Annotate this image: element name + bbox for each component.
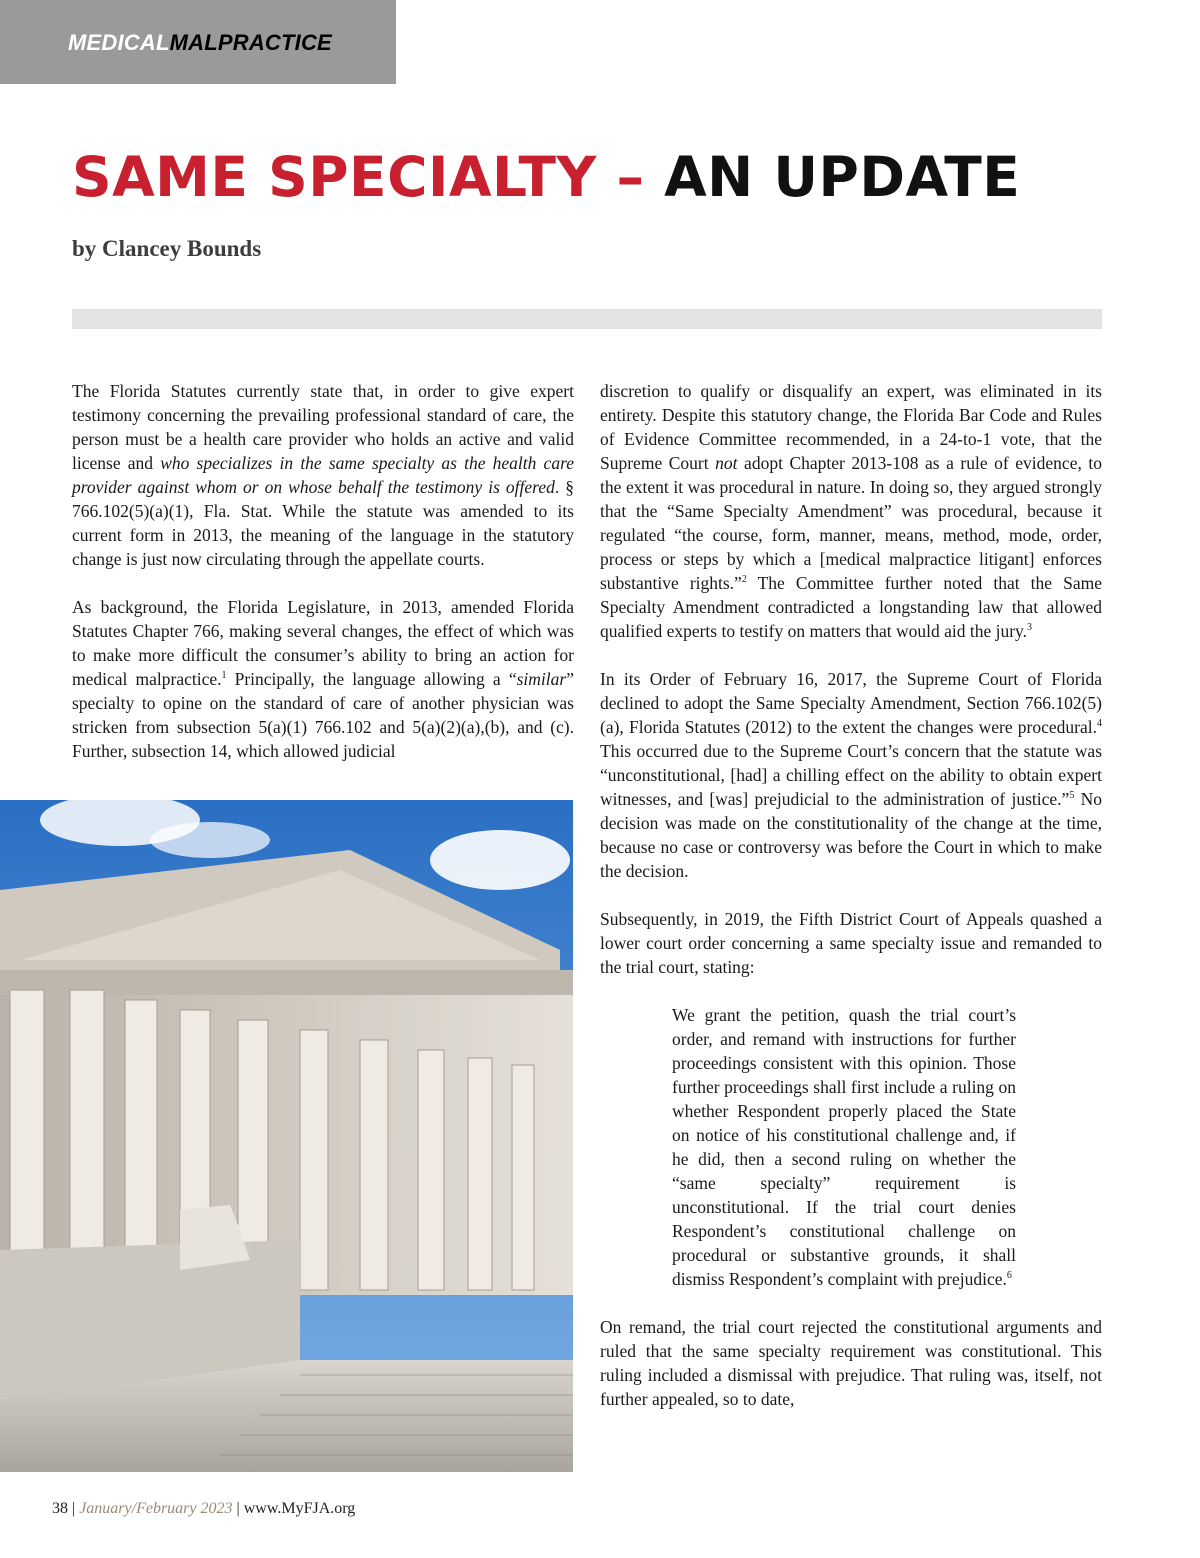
paragraph-background: As background, the Florida Legislature, in 2013, amended Florida Statutes Chapter 766, making several changes, the effect of which was to make more difficult the consumer’s ability to bring an action for medical malpractice.$^1$ Principally, the language allowing a “similar” specialty to opine on the standard of care of another physician was stricken from subsection 5(a)(1) 766.102 and 5(a)(2)(a),(b), and (c). Further, subsection 14, which allowed judicial <box>72 597 574 761</box>
website-link[interactable]: www.MyFJA.org <box>243 1500 356 1517</box>
title-divider <box>72 309 1102 329</box>
footnote-ref-3[interactable]: 3 <box>1027 622 1033 634</box>
paragraph-order-2017: In its Order of February 16, 2017, the Supreme Court of Florida declined to adopt the Same Specialty Amendment, Section 766.102(5)(a), Florida Statutes (2012) to the extent the changes were procedural.$^4$ This occurred due to the Supreme Court’s concern that the statute was “unconstitutional, [had] a chilling effect on the ability to obtain expert witnesses, and [was] prejudicial to the administration of justice.”$^5$ No decision was made on the constitutionality of the change at the time, because no case or controversy was before the Court in which to make the decision. <box>600 669 1103 881</box>
section-label-medical: MEDICAL <box>68 30 170 55</box>
paragraph-remand: On remand, the trial court rejected the constitutional arguments and ruled that the same specialty requirement was constitutional. This ruling included a dismissal with prejudice. That ruling was, itself, not further appealed, so to date, <box>600 1317 1102 1409</box>
page-footer: 38 | January/February 2023 | www.MyFJA.org <box>52 1500 356 1517</box>
title-red-part: SAME SPECIALTY – <box>72 145 645 209</box>
supreme-court-photo <box>0 800 573 1472</box>
footnote-ref-4[interactable]: 4 <box>1097 718 1102 730</box>
block-quote: We grant the petition, quash the trial court’s order, and remand with instructions for further proceedings consistent with this opinion. Those further proceedings shall first include a ruling on whether Respondent properly placed the State on notice of his constitutional challenge and, if he did, then a second ruling on whether the “same specialty” requirement is unconstitutional. If the trial court denies Respondent’s constitutional challenge on procedural or substantive grounds, it shall dismiss Respondent’s complaint with prejudice.$^6$ <box>672 1005 1016 1289</box>
issue-date: January/February 2023 <box>79 1500 233 1517</box>
section-label-malpractice: MALPRACTICE <box>169 30 332 55</box>
paragraph-committee: discretion to qualify or disqualify an expert, was eliminated in its entirety. Despite this statutory change, the Florida Bar Code and Rules of Evidence Committee recommended, in a 24-to-1 vote, that the Supreme Court not adopt Chapter 2013-108 as a rule of evidence, to the extent it was procedural in nature. In doing so, they argued strongly that the “Same Specialty Amendment” was procedural, because it regulated “the course, form, manner, means, method, mode, order, process or steps by which a [medical malpractice litigant] enforces substantive rights.”$^2$ The Committee further noted that the Same Specialty Amendment contradicted a longstanding law that allowed qualified experts to testify on matters that would aid the jury.$^3$ <box>600 381 1102 641</box>
right-column <box>600 379 1102 1435</box>
paragraph-fifth-district: Subsequently, in 2019, the Fifth District Court of Appeals quashed a lower court order concerning a same specialty issue and remanded to the trial court, stating: <box>600 909 1102 977</box>
article-title <box>72 142 1020 212</box>
footnote-ref-2[interactable]: 2 <box>741 574 747 586</box>
paragraph-intro: The Florida Statutes currently state that, in order to give expert testimony concerning the prevailing professional standard of care, the person must be a health care provider who holds an active and valid license and who specializes in the same specialty as the health care provider against whom or on whose behalf the testimony is offered. § 766.102(5)(a)(1), Fla. Stat. While the statute was amended to its current form in 2013, the meaning of the language in the statutory change is just now circulating through the appellate courts. <box>72 381 574 569</box>
footnote-ref-1[interactable]: 1 <box>221 670 227 682</box>
byline: by Clancey Bounds <box>72 236 262 261</box>
left-column <box>72 379 574 787</box>
footnote-ref-6[interactable]: 6 <box>1006 1270 1012 1282</box>
footnote-ref-5[interactable]: 5 <box>1069 790 1075 802</box>
page-number: 38 <box>52 1500 68 1517</box>
section-tab <box>0 0 396 84</box>
title-black-part: AN UPDATE <box>664 145 1021 209</box>
